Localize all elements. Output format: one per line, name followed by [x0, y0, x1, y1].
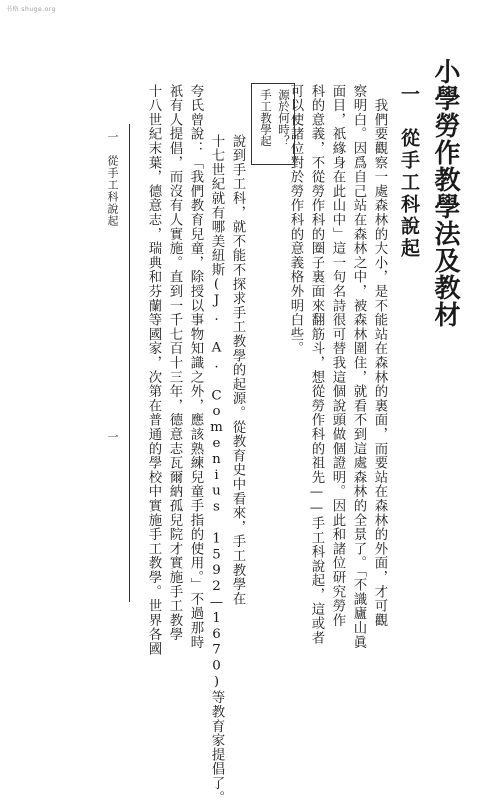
body-line-1: 我們要觀察一處森林的大小，是不能站在森林的裏面，而要站在森林的外面，才可觀	[372, 84, 387, 628]
side-note-line-1: 手工教學起	[259, 89, 273, 147]
margin-rule	[129, 124, 130, 602]
section-heading: 一 從手工科說起	[398, 84, 420, 260]
body-line-10: 十八世紀末葉，德意志，瑞典和芬蘭等國家，次第在普通的學校中實施手工教學。世界各國	[146, 84, 161, 656]
body-line-8: 夸氏曾說：「我們教育兒童，除授以事物知識之外，應該熟練兒童手指的使用。」不過那時	[188, 84, 203, 650]
body-line-2: 察明白。因爲自己站在森林之中，被森林圍住，就看不到這處森林的全景了。「不識廬山眞	[351, 84, 366, 650]
book-page	[62, 36, 460, 805]
side-note-line-2: 源於何時？	[277, 89, 291, 147]
running-head: 一 從手工科說起	[106, 131, 119, 227]
page-title: 小學勞作教學法及教材	[430, 58, 460, 328]
body-line-7: 十七世紀就有哪美紐斯(J. A. Comenius 1592—1670)等教育家提倡了。	[209, 134, 224, 805]
watermark: 书格 shuge.org	[6, 6, 56, 13]
page-number: 一	[106, 431, 119, 442]
body-line-3: 面目，祇緣身在此山中」這一句名詩很可替我這個說頭做個證明。因此和諸位研究勞作	[330, 84, 345, 628]
body-line-9: 祇有人提倡，而沒有人實施。直到一千七百十三年，德意志瓦爾納孤兒院才實施手工教學	[167, 84, 182, 642]
body-line-6: 說到手工科，就不能不探求手工教學的起源。從教育史中看來，手工教學在	[230, 134, 245, 606]
body-line-5: 可以使諸位對於勞作科的意義格外明白些。	[288, 84, 303, 356]
body-line-4: 科的意義，不從勞作科的圈子裏面來翻筋斗，想從勞作科的祖先——手工科說起，這或者	[309, 84, 324, 645]
side-note-box	[251, 83, 295, 165]
